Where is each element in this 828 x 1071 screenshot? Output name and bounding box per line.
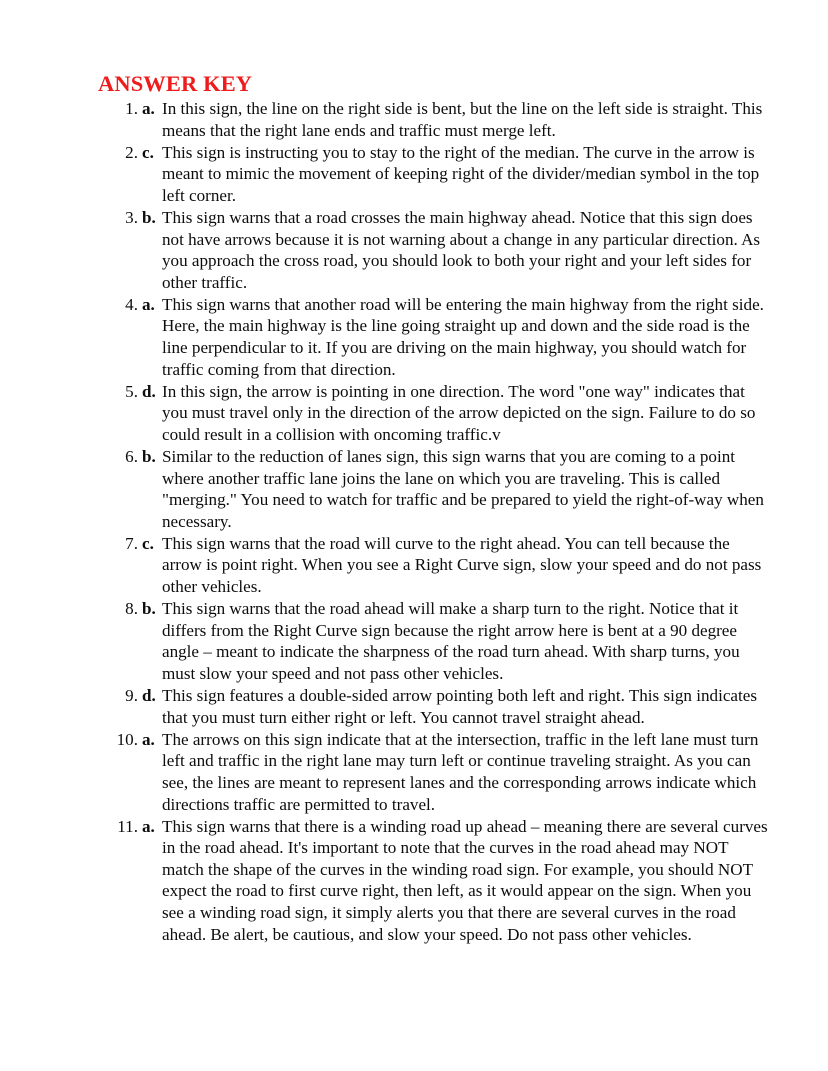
list-item xyxy=(98,685,770,728)
item-choice-letter: a. xyxy=(142,294,155,314)
item-choice-letter: d. xyxy=(142,686,156,706)
list-item xyxy=(98,598,770,684)
item-explanation: The arrows on this sign indicate that at the intersection, traffic in the left lane must turn left and traffic in the right lane may turn left or continue traveling straight. As you can see, the lines are meant to represent lanes and the corresponding arrows indicate which directions traffic are permitted to travel. xyxy=(162,729,759,814)
list-item xyxy=(98,207,770,293)
list-item xyxy=(98,816,770,946)
list-item xyxy=(98,142,770,207)
item-explanation: Similar to the reduction of lanes sign, this sign warns that you are coming to a point where another traffic lane joins the lane on which you are traveling. This is called "merging." You need to watch for traffic and be prepared to yield the right-of-way when necessary. xyxy=(162,447,764,531)
answer-key-list xyxy=(98,98,770,946)
item-number: 11. xyxy=(117,816,138,836)
item-explanation: In this sign, the arrow is pointing in one direction. The word "one way" indicates that you must travel only in the direction of the arrow depicted on the sign. Failure to do so could result in a collision with oncoming traffic.v xyxy=(162,381,756,444)
item-number: 3. xyxy=(125,207,138,227)
item-explanation: This sign warns that a road crosses the main highway ahead. Notice that this sign does not have arrows because it is not warning about a change in any particular direction. As you approach the cross road, you should look to both your right and your left sides for other traffic. xyxy=(162,207,761,292)
item-explanation: This sign is instructing you to stay to the right of the median. The curve in the arrow is meant to mimic the movement of keeping right of the divider/median symbol in the top left corner. xyxy=(162,142,760,205)
item-number: 6. xyxy=(125,447,138,466)
item-choice-letter: c. xyxy=(142,533,154,553)
list-item xyxy=(98,533,770,598)
item-choice-letter: d. xyxy=(142,381,156,401)
item-choice-letter: a. xyxy=(142,816,155,836)
item-explanation: This sign warns that the road ahead will make a sharp turn to the right. Notice that it differs from the Right Curve sign because the right arrow here is bent at a 90 degree angle – meant to indicate the sharpness of the road turn ahead. With sharp turns, you must slow your speed and not pass other vehicles. xyxy=(162,599,740,683)
item-choice-letter: c. xyxy=(142,142,154,162)
item-number: 1. xyxy=(125,99,138,118)
item-explanation: This sign features a double-sided arrow pointing both left and right. This sign indicates that you must turn either right or left. You cannot travel straight ahead. xyxy=(162,686,758,727)
list-item xyxy=(98,446,770,532)
item-choice-letter: a. xyxy=(142,729,155,749)
item-explanation: This sign warns that the road will curve to the right ahead. You can tell because the arrow is point right. When you see a Right Curve sign, slow your speed and do not pass other vehicles. xyxy=(162,533,762,597)
item-choice-letter: b. xyxy=(142,207,156,227)
list-item xyxy=(98,98,770,141)
item-number: 10. xyxy=(116,729,138,749)
item-explanation: This sign warns that another road will be entering the main highway from the right side. Here, the main highway is the line going straight up and down and the side road is the line perpendicular to it. If you are driving on the main highway, you should watch for traffic coming from that direction. xyxy=(162,294,764,379)
item-number: 7. xyxy=(125,533,138,553)
item-choice-letter: b. xyxy=(142,599,156,619)
item-choice-letter: a. xyxy=(142,99,155,118)
item-number: 5. xyxy=(125,381,138,401)
item-number: 9. xyxy=(125,686,138,706)
item-number: 4. xyxy=(125,294,138,314)
item-number: 8. xyxy=(125,599,138,619)
item-explanation: This sign warns that there is a winding road up ahead – meaning there are several curves in the road ahead. It's important to note that the curves in the road ahead may NOT match the shape of the curves in the winding road sign. For example, you should NOT expect the road to first curve right, then left, as it would appear on the sign. When you see a winding road sign, it simply alerts you that there are several curves in the road ahead. Be alert, be cautious, and slow your speed. Do not pass other vehicles. xyxy=(162,816,768,944)
page-title: ANSWER KEY xyxy=(98,71,253,96)
item-number: 2. xyxy=(125,142,138,162)
list-item xyxy=(98,729,770,815)
list-item xyxy=(98,381,770,446)
list-item xyxy=(98,294,770,380)
item-explanation: In this sign, the line on the right side is bent, but the line on the left side is straight. This means that the right lane ends and traffic must merge left. xyxy=(162,99,763,140)
item-choice-letter: b. xyxy=(142,447,156,466)
